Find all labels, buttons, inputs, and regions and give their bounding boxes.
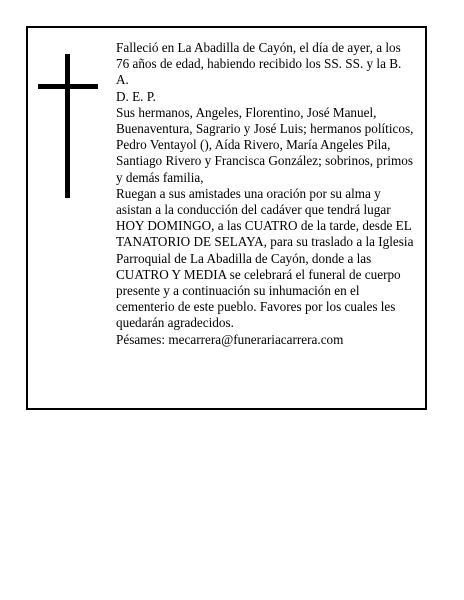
- death-announcement: Falleció en La Abadilla de Cayón, el día de ayer, a los 76 años de edad, habiendo recibido los SS. SS. y la B. A.: [116, 40, 402, 88]
- condolences-email: Pésames: mecarrera@funerariacarrera.com: [116, 331, 344, 347]
- obituary-notice: [26, 26, 427, 410]
- family-list: Sus hermanos, Angeles, Florentino, José Manuel, Buenaventura, Sagrario y José Luis; hermanos políticos, Pedro Ventayol (), Aída Rivero, María Angeles Pila, Santiago Rivero y Francisca González; sobrinos, primos y demás familia,: [116, 104, 414, 185]
- cross-vertical-bar: [65, 54, 70, 198]
- funeral-details: Ruegan a sus amistades una oración por su alma y asistan a la conducción del cadáver que tendrá lugar HOY DOMINGO, a las CUATRO de la tarde, desde EL TANATORIO DE SELAYA, para su traslado a la Iglesia Parroquial de La Abadilla de Cayón, donde a las CUATRO Y MEDIA se celebrará el funeral de cuerpo presente y a continuación su inhumación en el cementerio de este pueblo. Favores por los cuales les quedarán agradecidos.: [116, 185, 414, 331]
- obituary-text: [116, 40, 414, 348]
- cross-horizontal-bar: [38, 84, 98, 89]
- rip-line: D. E. P.: [116, 88, 156, 104]
- latin-cross-icon: [38, 54, 98, 198]
